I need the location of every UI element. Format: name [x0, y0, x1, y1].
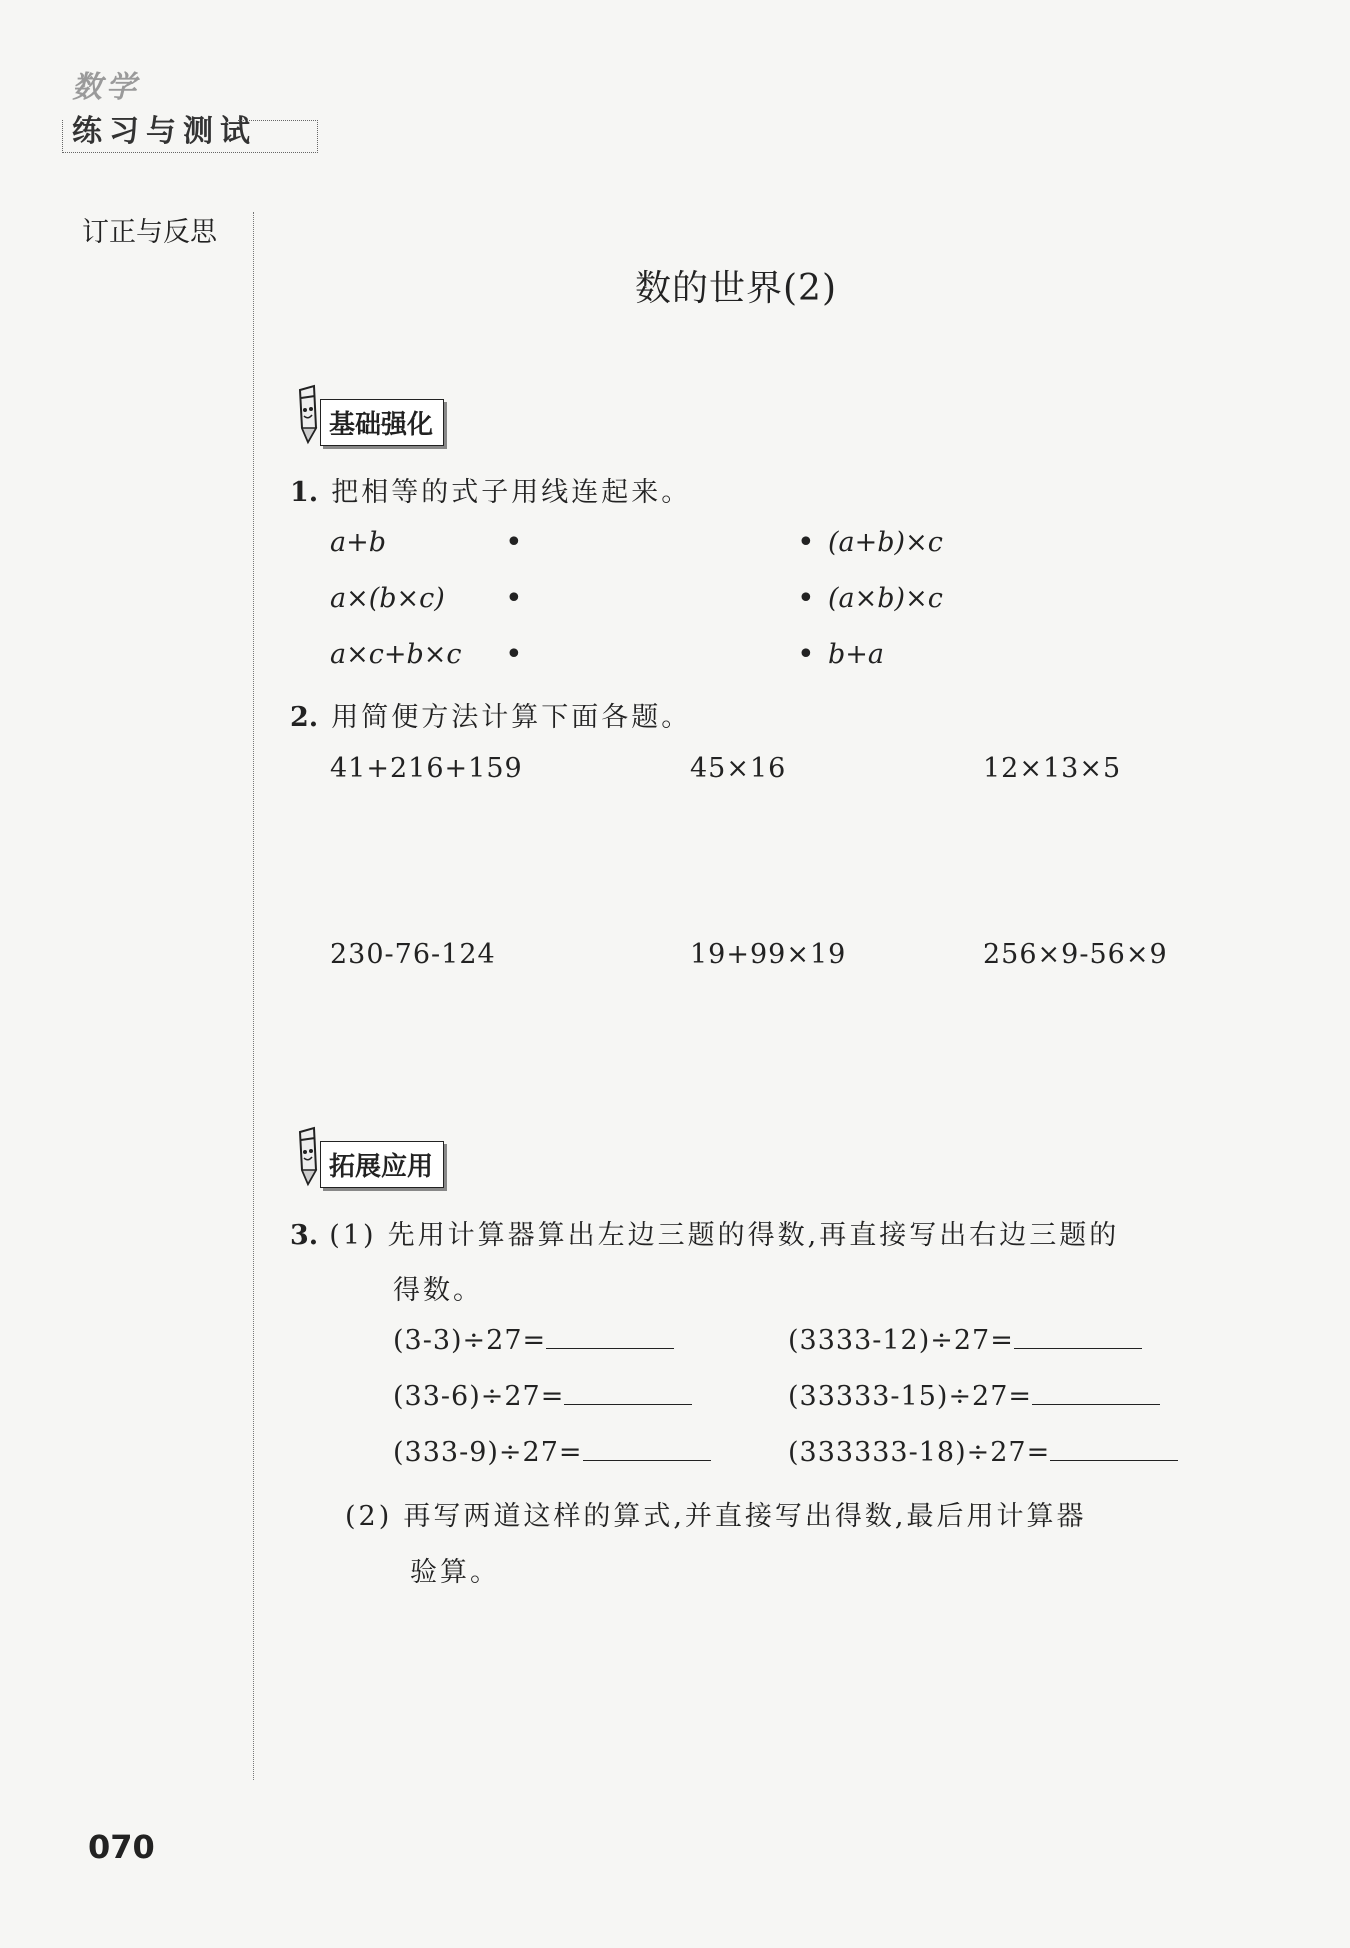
q3-left-expr-3: (333-9)÷27= [393, 1437, 583, 1468]
q3-part-2 [345, 1494, 1087, 1533]
part-1-text: 先用计算器算出左边三题的得数,再直接写出右边三题的 [387, 1220, 1120, 1251]
q2-expr-2: 45×16 [690, 753, 787, 784]
correction-reflection-label: 订正与反思 [82, 217, 217, 248]
q2-expr-1: 41+216+159 [330, 753, 523, 784]
q1-left-expr-2: a×(b×c) [330, 583, 445, 614]
q1-right-expr-3: b+a [828, 639, 885, 670]
part-2-label: (2) [345, 1501, 393, 1532]
q3-left-row-1 [393, 1325, 674, 1356]
q1-right-expr-1: (a+b)×c [828, 527, 943, 558]
question-number: 3. [290, 1220, 319, 1251]
q1-right-dot-1[interactable]: • [797, 525, 815, 560]
q3-right-row-3 [788, 1437, 1178, 1468]
answer-blank[interactable] [1032, 1382, 1160, 1405]
part-2-text-cont: 验算。 [410, 1557, 500, 1588]
answer-blank[interactable] [1014, 1326, 1142, 1349]
section-extend-header [290, 1140, 444, 1188]
q3-right-row-2 [788, 1381, 1160, 1412]
q2-expr-5: 19+99×19 [690, 939, 847, 970]
q3-left-expr-1: (3-3)÷27= [393, 1325, 547, 1356]
q2-expr-3: 12×13×5 [983, 753, 1122, 784]
q1-right-dot-2[interactable]: • [797, 581, 815, 616]
header-frame-top [238, 120, 316, 121]
q1-left-dot-2[interactable]: • [505, 581, 523, 616]
q2-expr-4: 230-76-124 [330, 939, 496, 970]
question-3 [290, 1213, 1119, 1252]
part-1-label: (1) [329, 1220, 377, 1251]
header-frame [62, 120, 318, 153]
q3-left-expr-2: (33-6)÷27= [393, 1381, 565, 1412]
q1-left-dot-3[interactable]: • [505, 637, 523, 672]
question-2 [290, 695, 691, 734]
section-basic-header [290, 398, 444, 446]
sidebar-divider [253, 212, 254, 1780]
series-title: 练习与测试 [72, 114, 257, 149]
q1-left-expr-3: a×c+b×c [330, 639, 462, 670]
q3-right-expr-2: (33333-15)÷27= [788, 1381, 1033, 1412]
section-basic-label: 基础强化 [320, 399, 444, 446]
q3-right-row-1 [788, 1325, 1142, 1356]
page-title: 数的世界(2) [635, 268, 837, 309]
q3-right-expr-3: (333333-18)÷27= [788, 1437, 1051, 1468]
q2-expr-6: 256×9-56×9 [983, 939, 1168, 970]
q3-right-expr-1: (3333-12)÷27= [788, 1325, 1014, 1356]
question-number: 1. [290, 477, 319, 508]
section-extend-label: 拓展应用 [320, 1141, 444, 1188]
answer-blank[interactable] [564, 1382, 692, 1405]
question-text: 用简便方法计算下面各题。 [331, 702, 692, 733]
answer-blank[interactable] [583, 1438, 711, 1461]
q3-left-row-2 [393, 1381, 692, 1412]
answer-blank[interactable] [546, 1326, 674, 1349]
question-text: 把相等的式子用线连起来。 [331, 477, 692, 508]
q3-left-row-3 [393, 1437, 711, 1468]
pencil-icon [290, 1126, 324, 1188]
answer-blank[interactable] [1050, 1438, 1178, 1461]
q1-right-dot-3[interactable]: • [797, 637, 815, 672]
question-number: 2. [290, 702, 319, 733]
q1-left-expr-1: a+b [330, 527, 387, 558]
part-2-text: 再写两道这样的算式,并直接写出得数,最后用计算器 [403, 1501, 1087, 1532]
q1-right-expr-2: (a×b)×c [828, 583, 943, 614]
part-1-text-cont: 得数。 [393, 1275, 483, 1306]
page-number: 070 [88, 1828, 155, 1866]
question-1 [290, 470, 691, 509]
q1-left-dot-1[interactable]: • [505, 525, 523, 560]
pencil-icon [290, 384, 324, 446]
subject-label: 数学 [72, 70, 140, 105]
